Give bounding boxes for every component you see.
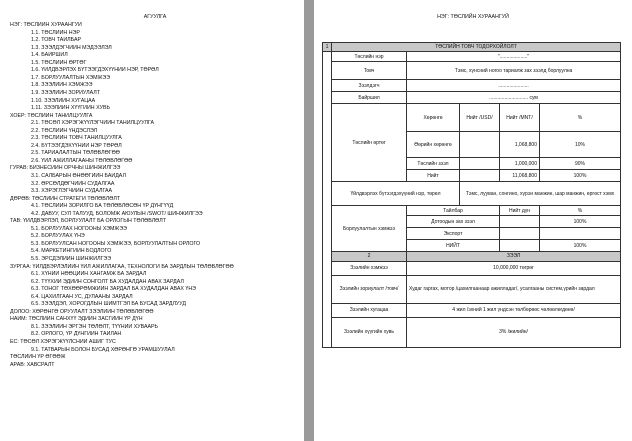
col-header: %	[540, 104, 621, 132]
label: Зээлийн хэмжээ	[332, 261, 407, 275]
value: ......................	[407, 80, 621, 92]
cell: 1,068,800	[500, 132, 540, 158]
toc-title: АГУУЛГА	[143, 14, 167, 20]
toc-entry: 6.1. ХҮНИЙ НӨӨЦИЙН ХАНГАМЖ БА ЗАРДАЛ	[31, 271, 147, 278]
toc-chapter: ГУРАВ: БИЗНЕСИЙН ОРЧНЫ ШИНЖИЛГЭЭ	[10, 165, 121, 172]
toc-entry: 6.3. ТОНОГ ТӨХӨӨРӨМЖИЙН ЗАРДАЛ БА ХУДАЛДАН АВАХ ҮНЭ	[31, 286, 196, 293]
label: Зээлийн зориулалт /товч/	[332, 275, 407, 303]
section-row-2	[323, 252, 621, 261]
toc-entry: 6.2. ТҮҮХИЙ ЭДИЙН СОНГОЛТ БА ХУДАЛДАН АВАХ ЗАРДАЛ	[31, 278, 184, 285]
col-header: Нийт /MNT/	[500, 104, 540, 132]
borrower-row	[323, 80, 621, 92]
toc-chapter: АРАВ: ХАВСРАЛТ	[10, 361, 55, 368]
col-header: %	[540, 206, 621, 216]
toc-entry: 4.1. ТӨСЛИЙН ЗОРИЛГО БА ТӨЛӨВЛӨСӨН ҮР ДҮНГҮҮД	[31, 203, 174, 210]
toc-entry: 1.8. ЗЭЭЛИЙН ХЭМЖЭЭ	[31, 82, 93, 89]
toc-chapter: ХОЁР: ТӨСЛИЙН ТАНИЛЦУУЛГА	[10, 112, 93, 119]
cell: Төслийн зээл	[407, 158, 460, 170]
toc-chapter: ДОЛОО: ХӨРӨНГӨ ОРУУЛАЛТ ЗЭЭЛИЙН ТӨЛӨВЛӨГӨӨ	[10, 308, 154, 315]
value: "...................."	[407, 52, 621, 62]
value: 4 жил /эхний 1 жил үндсэн төлбөрөөс чөлөөлөгдөнө/	[407, 303, 621, 317]
cell: НИЙТ	[407, 240, 500, 252]
toc-entry: 5.1. БОРЛУУЛАХ НОГООНЫ ХЭМЖЭЭ	[31, 225, 127, 232]
label: Зээлийн хугацаа	[332, 303, 407, 317]
toc-entry: 1.4. БАЙРШИЛ	[31, 52, 68, 59]
toc-entry: 8.1. ЗЭЭЛИЙН ЭРГЭН ТӨЛӨЛТ, ТҮҮНИЙ ХУВААРЬ	[31, 323, 159, 330]
toc-entry: 1.10. ЗЭЭЛИЙН ХУГАЦАА	[31, 97, 96, 104]
col-header: Нийт дүн	[500, 206, 540, 216]
interest-rate-row	[323, 317, 621, 347]
toc-entry: 6.4. ЦАХИЛГААН УС, ДУЛААНЫ ЗАРДАЛ	[31, 293, 133, 300]
value: Тэмс, лууван, сонгино, хүрэн манжин, шар манжин, өргөст хэмх	[460, 182, 621, 206]
label: Үйлдвэрлэх бүтээгдэхүүний нэр, төрөл	[332, 182, 460, 206]
toc-chapter: НАЙМ: ТӨСЛИЙН САНХҮҮ ЭДИЙН ЗАСГИЙН ҮР ДҮН	[10, 316, 143, 323]
toc-entry: 4.2. ДАВУУ, СУЛ ТАЛУУД, БОЛОМЖ АЮУЛЫН /SWOT/ ШИНЖИЛГЭЭ	[31, 210, 203, 217]
toc-chapter: ДӨРӨВ: ТӨСЛИЙН СТРАТЕГИ ТӨЛӨВЛӨЛТ	[10, 195, 121, 202]
table-of-contents	[10, 14, 300, 369]
toc-entry: 1.2. ТОВЧ ТАЙЛБАР	[31, 37, 82, 44]
toc-chapter: НЭГ: ТӨСЛИЙН ХУРААНГУЙ	[10, 22, 82, 29]
label: Байршил	[332, 92, 407, 104]
value: 10,000,000 төгрөг	[407, 261, 621, 275]
brief-row	[323, 62, 621, 80]
summary-page	[314, 0, 632, 441]
loan-amount-row	[323, 261, 621, 275]
toc-entry: 6.5. ЗЭЭЛДЭЛ, ХОРОГДЛЫН ШИМТГЭЛ БА БУСАД ЗАРДЛУУД	[31, 301, 187, 308]
toc-page	[0, 0, 304, 441]
toc-chapter: ЕС: ТӨСӨЛ ХЭРЭГЖҮҮЛСНИЙ АШИГ ТУС	[10, 339, 116, 346]
toc-entry: 5.5. ЭРСДЭЛИЙН ШИНЖИЛГЭЭ	[31, 256, 112, 262]
section-title: ТӨСЛИЙН ТОВЧ ТОДОРХОЙЛОЛТ	[332, 43, 621, 52]
page-title: НЭГ: ТӨСЛИЙН ХУРААНГУЙ	[437, 14, 509, 20]
toc-entry: 2.5. ТАРИАЛАЛТЫН ТӨЛӨВЛӨГӨӨ	[31, 150, 120, 157]
product-row	[323, 182, 621, 206]
toc-entry: 5.4. МАРКЕТИНГИЙН БОДЛОГО	[31, 248, 112, 255]
cell: 100%	[540, 216, 621, 228]
sales-label: Борлуулалтын хэмжээ	[332, 206, 407, 252]
toc-entry: 8.2. ОРЛОГО, ҮР ДҮНГИЙН ТАЙЛАН	[31, 331, 122, 338]
value: 3% /жилийн/	[407, 317, 621, 347]
toc-chapter: ТӨСЛИЙН ҮР ӨГӨӨЖ	[10, 354, 66, 361]
sales-header-row	[323, 206, 621, 216]
project-name-row	[323, 52, 621, 62]
value: Тэмс, хүнсний ногоо тариалж зах зээлд борлуулна	[407, 62, 621, 80]
cell: 100%	[540, 170, 621, 182]
toc-entry: 1.9. ЗЭЭЛИЙН ЗОРИУЛАЛТ	[31, 89, 100, 96]
location-row	[323, 92, 621, 104]
toc-entry: 2.4. БҮТЭЭГДЭХҮҮНИЙ НЭР ТӨРӨЛ	[31, 142, 122, 149]
section-number: 2	[332, 252, 407, 261]
toc-entry: 1.1. ТӨСЛИЙН НЭР	[31, 29, 80, 36]
cell: Экспорт	[407, 228, 500, 240]
col-header: Хөрөнгө	[407, 104, 460, 132]
toc-entry: 1.11. ЗЭЭЛИЙН ХҮҮГИЙН ХУВЬ	[31, 105, 110, 112]
toc-entry: 9.1. ТАТВАРЫН БОЛОН БУСАД ХӨРӨНГӨ УРАМШУУЛАЛ	[31, 346, 175, 353]
label: Зээлийн хүүгийн хувь	[332, 317, 407, 347]
cell: Нийт	[407, 170, 460, 182]
section-title: ЗЭЭЛ	[407, 252, 621, 261]
toc-lines	[10, 22, 300, 369]
toc-entry: 2.6. ҮЙЛ АЖИЛЛАГААНЫ ТӨЛӨВЛӨГӨӨ	[31, 157, 133, 164]
cell: Дотоодын зах зээл	[407, 216, 500, 228]
toc-chapter: ТАВ: ҮЙЛДВЭРЛЭЛ, БОРЛУУЛАЛТ БА ОРЛОГЫН ТӨЛӨВЛӨЛТ	[10, 218, 167, 225]
cost-label: Төслийн өртөг	[332, 104, 407, 182]
toc-entry: 1.6. ҮЙЛДВЭРЛЭХ БҮТЭЭГДЭХҮҮНИЙ НЭР, ТӨРӨЛ	[31, 67, 159, 74]
toc-entry: 3.2. ӨРСӨЛДӨГЧИЙН СУДАЛГАА	[31, 180, 115, 187]
toc-entry: 5.2. БОРЛУУЛАХ ҮНЭ	[31, 233, 85, 240]
label: Товч	[332, 62, 407, 80]
toc-entry: 1.5. ТӨСЛИЙН ӨРТӨГ	[31, 59, 87, 66]
cost-header-row	[323, 104, 621, 132]
cell: 1,000,000	[500, 158, 540, 170]
section-row-1	[323, 43, 621, 52]
cell: Өөрийн хөрөнгө	[407, 132, 460, 158]
toc-entry: 2.2. ТӨСЛИЙН ҮНДЭСЛЭЛ	[31, 127, 98, 134]
toc-entry: 2.3. ТӨСЛИЙН ТОВЧ ТАНИЛЦУУЛГА	[31, 135, 122, 142]
value: ............................ сум	[407, 92, 621, 104]
toc-entry: 3.3. ХЭРЭГЛЭГЧИЙН СУДАЛГАА	[31, 188, 113, 195]
section-number: 1	[323, 43, 332, 52]
toc-entry: 2.1. ТӨСӨЛ ХЭРЭГЖҮҮЛЭГЧИЙН ТАНИЛЦУУЛГА	[31, 120, 154, 127]
label: Зээлдэгч	[332, 80, 407, 92]
toc-entry: 5.3. БОРЛУУЛСАН НОГООНЫ ХЭМЖЭЭ, БОРЛУУЛАЛТЫН ОРЛОГО	[31, 240, 201, 247]
toc-entry: 3.1. САЛБАРЫН ӨНӨӨГИЙН БАЙДАЛ	[31, 172, 126, 179]
cell: 100%	[540, 240, 621, 252]
col-header: Нийт /USD/	[460, 104, 500, 132]
toc-entry: 1.3. ЗЭЭЛДЭГЧИЙН МЭДЭЭЛЭЛ	[31, 44, 112, 51]
cell: 10%	[540, 132, 621, 158]
label: Төслийн нэр	[332, 52, 407, 62]
toc-entry: 1.7. БОРЛУУЛАЛТЫН ХЭМЖЭЭ	[31, 74, 111, 81]
value: Худаг гаргах, мотор /цахилгаанаар ажилладаг/, усалгааны систем,үрийн зардал	[407, 275, 621, 303]
loan-term-row	[323, 303, 621, 317]
loan-purpose-row	[323, 275, 621, 303]
cell: 11,068,800	[500, 170, 540, 182]
col-header: Тайлбар	[407, 206, 500, 216]
toc-chapter: ЗУРГАА: ҮЙЛДВЭРЛЭЛИЙН ҮЙЛ АЖИЛЛАГАА, ТЕХНОЛОГИ БА ЗАРДЛЫН ТӨЛӨВЛӨГӨӨ	[10, 263, 234, 270]
cell: 90%	[540, 158, 621, 170]
summary-table	[322, 42, 621, 348]
